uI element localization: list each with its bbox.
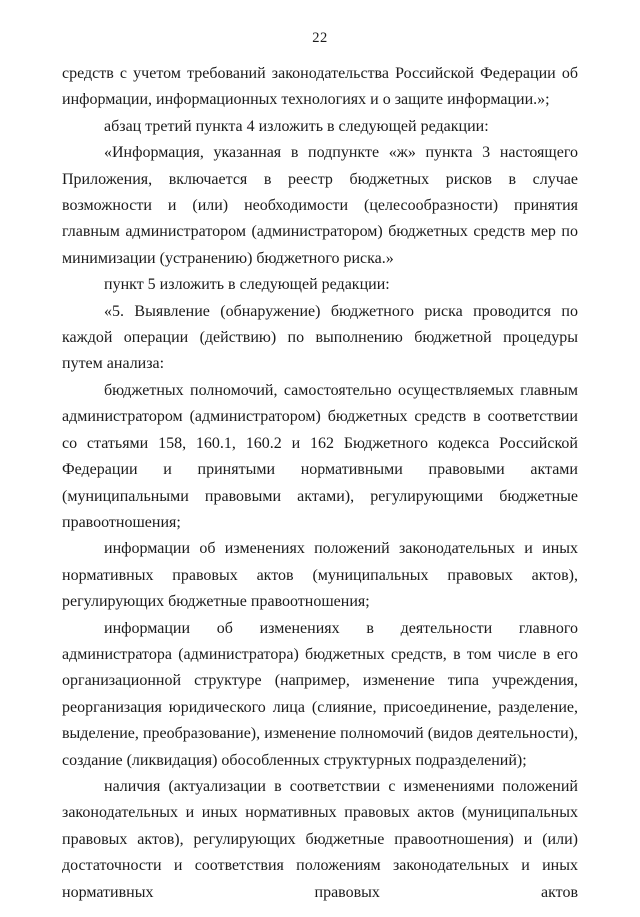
paragraph-quoted-information: «Информация, указанная в подпункте «ж» пункта 3 настоящего Приложения, включается в реестр бюджетных рисков в случае возможности и (или) необходимости (целесообразности) принятия главным администратором (администратором) бюджетных средств мер по минимизации (устранению) бюджетного риска.» — [62, 144, 578, 267]
paragraph-availability: наличия (актуализации в соответствии с изменениями положений законодательных и иных нормативных правовых актов (муниципальных правовых актов), регулирующих бюджетные правоотношения) и (или) достаточности и соответствия положениям законодательных и иных нормативных правовых актов — [62, 777, 578, 901]
document-body — [62, 61, 578, 906]
paragraph-amendment-item-4: абзац третий пункта 4 изложить в следующей редакции: — [104, 117, 489, 135]
paragraph-continuation: средств с учетом требований законодательства Российской Федерации об информации, информационных технологиях и о защите информации.»; — [62, 65, 578, 109]
paragraph-item-5-intro: «5. Выявление (обнаружение) бюджетного риска проводится по каждой операции (действию) по выполнению бюджетной процедуры путем анализа: — [62, 302, 578, 373]
paragraph-legislation-changes: информации об изменениях положений законодательных и иных нормативных правовых актов (муниципальных правовых актов), регулирующих бюджетные правоотношения; — [62, 540, 578, 611]
paragraph-budget-powers: бюджетных полномочий, самостоятельно осуществляемых главным администратором (администратором) бюджетных средств в соответствии со статьями 158, 160.1, 160.2 и 162 Бюджетного кодекса Российской Федерации и принятыми нормативными правовыми актами (муниципальными правовыми актами), регулирующими бюджетные правоотношения; — [62, 381, 578, 531]
paragraph-amendment-item-5: пункт 5 изложить в следующей редакции: — [104, 276, 390, 294]
paragraph-activity-changes: информации об изменениях в деятельности главного администратора (администратора) бюджетных средств, в том числе в его организационной структуре (например, изменение типа учреждения, реорганизация юридического лица (слияние, присоединение, разделение, выделение, преобразование), изменение полномочий (видов деятельности), создание (ликвидация) обособленных структурных подразделений); — [62, 619, 578, 769]
page-number: 22 — [312, 30, 328, 46]
